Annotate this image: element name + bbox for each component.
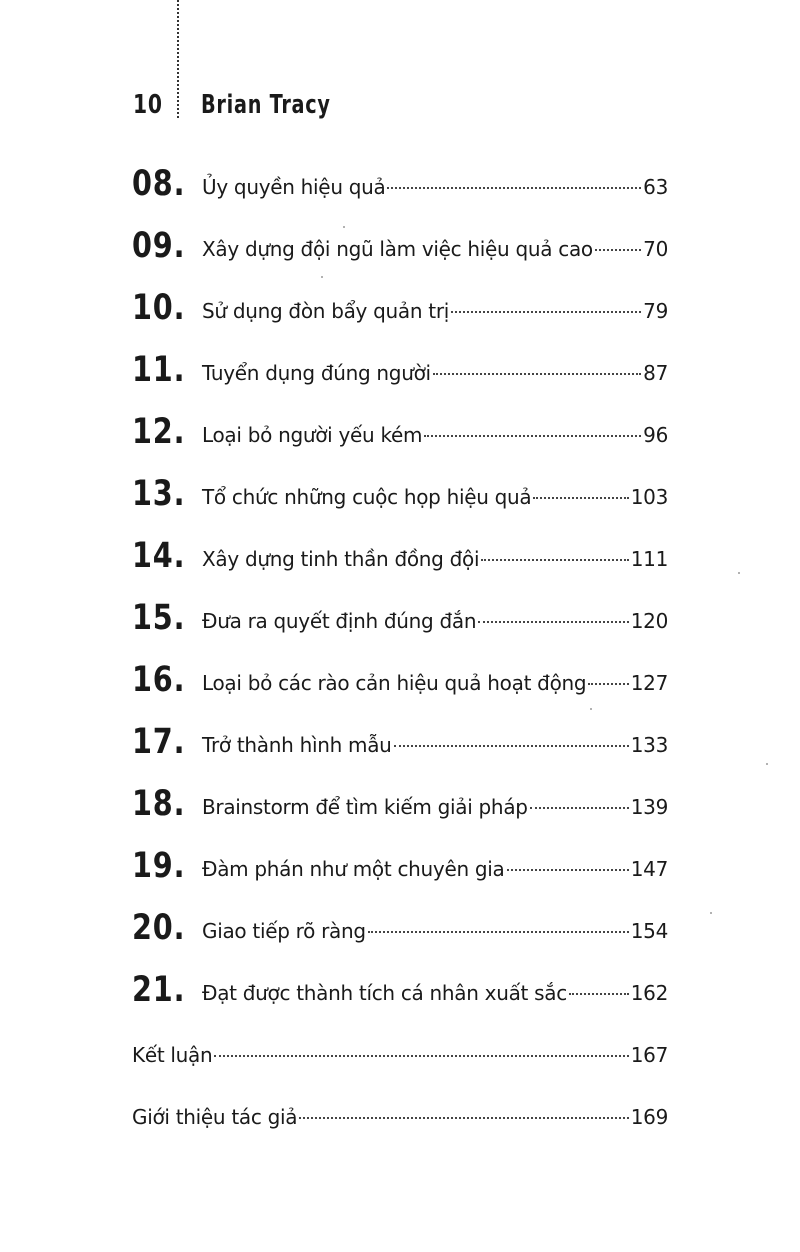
chapter-page: 96 [643, 423, 668, 447]
chapter-title: Tuyển dụng đúng người [202, 361, 431, 385]
chapter-number: 11. [132, 350, 186, 390]
dot-leader [451, 310, 641, 313]
dot-leader [481, 558, 629, 561]
dot-leader [424, 434, 641, 437]
section-page: 167 [630, 1043, 668, 1067]
dot-leader [507, 868, 629, 871]
toc-entry[interactable] [132, 652, 668, 714]
dot-leader [478, 620, 628, 623]
chapter-title: Đưa ra quyết định đúng đắn [202, 609, 477, 633]
chapter-number: 15. [132, 598, 186, 638]
chapter-title: Tổ chức những cuộc họp hiệu quả [202, 485, 532, 509]
chapter-page: 70 [643, 237, 668, 261]
page-number: 10 [133, 90, 163, 120]
toc-entry[interactable] [132, 466, 668, 528]
table-of-contents [132, 156, 668, 1148]
chapter-page: 147 [630, 857, 668, 881]
dot-leader [530, 806, 629, 809]
dot-leader [433, 372, 641, 375]
toc-entry[interactable] [132, 528, 668, 590]
toc-entry[interactable] [132, 776, 668, 838]
paper-speck [343, 226, 345, 228]
chapter-title: Đạt được thành tích cá nhân xuất sắc [202, 981, 567, 1005]
toc-entry-about-author[interactable] [132, 1086, 668, 1148]
toc-entry[interactable] [132, 900, 668, 962]
section-title: Kết luận [132, 1043, 213, 1067]
toc-entry[interactable] [132, 714, 668, 776]
chapter-title: Xây dựng đội ngũ làm việc hiệu quả cao [202, 237, 593, 261]
chapter-page: 139 [630, 795, 668, 819]
chapter-number: 10. [132, 288, 186, 328]
chapter-page: 63 [643, 175, 668, 199]
toc-entry[interactable] [132, 156, 668, 218]
chapter-number: 09. [132, 226, 186, 266]
toc-entry[interactable] [132, 838, 668, 900]
chapter-page: 111 [630, 547, 668, 571]
toc-entry[interactable] [132, 218, 668, 280]
toc-entry-conclusion[interactable] [132, 1024, 668, 1086]
chapter-number: 16. [132, 660, 186, 700]
chapter-number: 12. [132, 412, 186, 452]
dot-leader [588, 682, 628, 685]
chapter-title: Trở thành hình mẫu [202, 733, 392, 757]
chapter-page: 120 [630, 609, 668, 633]
chapter-title: Ủy quyền hiệu quả [202, 175, 386, 199]
toc-entry[interactable] [132, 404, 668, 466]
chapter-page: 79 [643, 299, 668, 323]
header-dotted-rule [177, 0, 179, 118]
paper-speck [738, 572, 740, 574]
chapter-page: 103 [630, 485, 668, 509]
chapter-page: 87 [643, 361, 668, 385]
dot-leader [394, 744, 629, 747]
chapter-title: Brainstorm để tìm kiếm giải pháp [202, 795, 528, 819]
running-head-author: Brian Tracy [201, 90, 331, 120]
dot-leader [533, 496, 628, 499]
chapter-number: 19. [132, 846, 186, 886]
chapter-number: 13. [132, 474, 186, 514]
toc-entry[interactable] [132, 962, 668, 1024]
dot-leader [214, 1054, 628, 1057]
paper-speck [590, 708, 592, 710]
chapter-title: Sử dụng đòn bẩy quản trị [202, 299, 450, 323]
dot-leader [595, 248, 641, 251]
chapter-page: 154 [630, 919, 668, 943]
dot-leader [569, 992, 629, 995]
chapter-number: 08. [132, 164, 186, 204]
chapter-title: Loại bỏ người yếu kém [202, 423, 423, 447]
chapter-page: 162 [630, 981, 668, 1005]
toc-entry[interactable] [132, 590, 668, 652]
chapter-number: 18. [132, 784, 186, 824]
chapter-title: Xây dựng tinh thần đồng đội [202, 547, 480, 571]
paper-speck [710, 912, 712, 914]
chapter-title: Đàm phán như một chuyên gia [202, 857, 505, 881]
section-title: Giới thiệu tác giả [132, 1105, 298, 1129]
dot-leader [387, 186, 641, 189]
toc-entry[interactable] [132, 342, 668, 404]
section-page: 169 [630, 1105, 668, 1129]
chapter-page: 133 [630, 733, 668, 757]
dot-leader [299, 1116, 629, 1119]
paper-speck [766, 763, 768, 765]
chapter-page: 127 [630, 671, 668, 695]
chapter-number: 20. [132, 908, 186, 948]
chapter-title: Loại bỏ các rào cản hiệu quả hoạt động [202, 671, 587, 695]
toc-entry[interactable] [132, 280, 668, 342]
chapter-title: Giao tiếp rõ ràng [202, 919, 366, 943]
chapter-number: 14. [132, 536, 186, 576]
dot-leader [368, 930, 629, 933]
paper-speck [321, 276, 323, 278]
chapter-number: 17. [132, 722, 186, 762]
chapter-number: 21. [132, 970, 186, 1010]
